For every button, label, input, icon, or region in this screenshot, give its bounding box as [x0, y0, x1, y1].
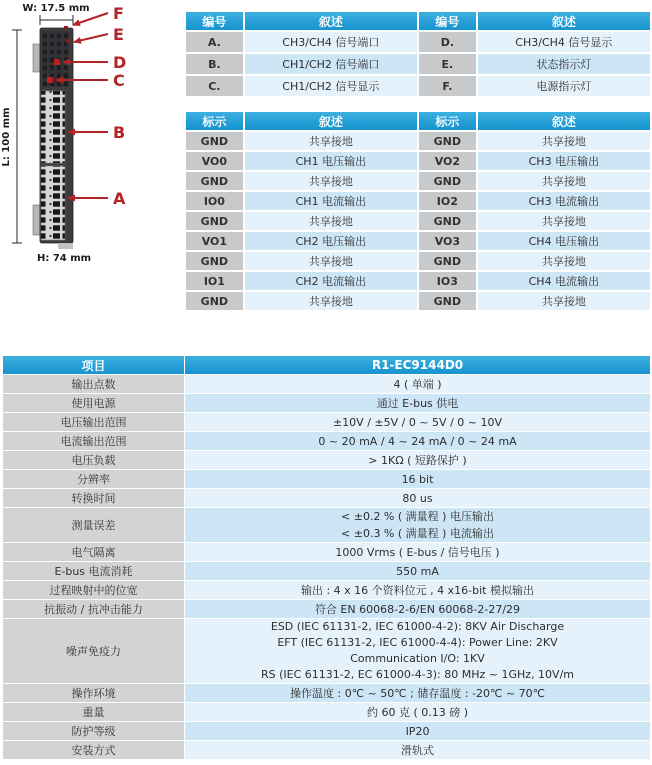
- spec-value: < ±0.2 % ( 满量程 ) 电压输出 < ±0.3 % ( 满量程 ) 电流输出: [185, 508, 650, 542]
- callout-letter-b: B: [113, 123, 126, 142]
- spec-label: 操作环境: [3, 684, 184, 702]
- spec-row: [3, 562, 650, 580]
- table-row: [186, 54, 650, 74]
- height-dimension-label: H: 74 mm: [37, 253, 92, 264]
- terminal-desc-cell: 共享接地: [478, 132, 650, 150]
- spec-row: [3, 413, 650, 431]
- spec-value: 80 us: [185, 489, 650, 507]
- spec-label: 电流输出范围: [3, 432, 184, 450]
- spec-label: 防护等级: [3, 722, 184, 740]
- din-clip-top: [33, 44, 40, 72]
- callout-desc-cell: CH3/CH4 信号显示: [478, 32, 650, 52]
- spec-value: 1000 Vrms ( E-bus / 信号电压 ): [185, 543, 650, 561]
- callout-letter-e: E: [113, 25, 124, 44]
- spec-label: 过程映射中的位宽: [3, 581, 184, 599]
- spec-row: [3, 600, 650, 618]
- column-header: 编号: [419, 12, 476, 30]
- spec-row: [3, 394, 650, 412]
- terminal-desc-cell: 共享接地: [245, 292, 417, 310]
- specification-table: [2, 355, 651, 760]
- terminal-desc-cell: CH3 电压输出: [478, 152, 650, 170]
- spec-row: [3, 543, 650, 561]
- column-header: 叙述: [245, 12, 417, 30]
- spec-value: 通过 E-bus 供电: [185, 394, 650, 412]
- column-header: 叙述: [245, 112, 417, 130]
- terminal-desc-cell: CH1 电压输出: [245, 152, 417, 170]
- spec-value: IP20: [185, 722, 650, 740]
- terminal-map-table: [184, 110, 652, 312]
- callout-letter-f: F: [113, 4, 124, 23]
- spec-label: 转换时间: [3, 489, 184, 507]
- terminal-id-cell: VO3: [419, 232, 476, 250]
- callout-desc-cell: CH1/CH2 信号显示: [245, 76, 417, 96]
- spec-value: ±10V / ±5V / 0 ~ 5V / 0 ~ 10V: [185, 413, 650, 431]
- callout-id-cell: A.: [186, 32, 243, 52]
- width-dimension-label: W: 17.5 mm: [22, 3, 90, 14]
- terminal-id-cell: GND: [186, 172, 243, 190]
- terminal-id-cell: GND: [419, 212, 476, 230]
- terminal-id-cell: GND: [419, 252, 476, 270]
- spec-label: 使用电源: [3, 394, 184, 412]
- terminal-desc-cell: CH3 电流输出: [478, 192, 650, 210]
- spec-label: 安装方式: [3, 741, 184, 759]
- terminal-id-cell: IO1: [186, 272, 243, 290]
- terminal-desc-cell: CH2 电流输出: [245, 272, 417, 290]
- terminal-desc-cell: 共享接地: [245, 212, 417, 230]
- spec-value: > 1KΩ ( 短路保护 ): [185, 451, 650, 469]
- terminal-desc-cell: 共享接地: [478, 252, 650, 270]
- table-row: [186, 232, 650, 250]
- spec-row: [3, 489, 650, 507]
- table-row: [186, 252, 650, 270]
- terminal-desc-cell: 共享接地: [478, 172, 650, 190]
- callout-desc-cell: 电源指示灯: [478, 76, 650, 96]
- spec-value: 4 ( 单端 ): [185, 375, 650, 393]
- power-led: [64, 26, 68, 30]
- spec-value: 操作温度 : 0℃ ~ 50℃ ; 储存温度 : -20℃ ~ 70℃: [185, 684, 650, 702]
- terminal-grid-lower: [41, 166, 65, 240]
- terminal-desc-cell: 共享接地: [245, 132, 417, 150]
- table-row: [186, 32, 650, 52]
- callout-letter-d: D: [113, 53, 127, 72]
- terminal-id-cell: GND: [419, 172, 476, 190]
- spec-value: 符合 EN 60068-2-6/EN 60068-2-27/29: [185, 600, 650, 618]
- spec-row: [3, 470, 650, 488]
- callout-desc-cell: 状态指示灯: [478, 54, 650, 74]
- terminal-desc-cell: 共享接地: [245, 172, 417, 190]
- spec-value: 输出 : 4 x 16 个资料位元 , 4 x16-bit 模拟输出: [185, 581, 650, 599]
- table-row: [186, 132, 650, 150]
- table-row: [186, 272, 650, 290]
- callout-desc-cell: CH3/CH4 信号端口: [245, 32, 417, 52]
- ch12-display-led: [47, 77, 53, 83]
- width-dimension-line: [40, 15, 73, 25]
- spec-label: E-bus 电流消耗: [3, 562, 184, 580]
- spec-label: 分辨率: [3, 470, 184, 488]
- spec-row: [3, 508, 650, 542]
- spec-row: [3, 581, 650, 599]
- table-row: [186, 76, 650, 96]
- table-row: [186, 152, 650, 170]
- spec-row: [3, 684, 650, 702]
- terminal-grid-upper: [41, 91, 65, 163]
- terminal-id-cell: VO0: [186, 152, 243, 170]
- table-row: [186, 292, 650, 310]
- terminal-desc-cell: 共享接地: [478, 292, 650, 310]
- callout-letter-c: C: [113, 71, 125, 90]
- table-row: [186, 192, 650, 210]
- module-foot: [58, 243, 73, 249]
- callout-letter-a: A: [113, 189, 126, 208]
- callout-id-cell: E.: [419, 54, 476, 74]
- terminal-id-cell: GND: [186, 252, 243, 270]
- terminal-id-cell: GND: [419, 292, 476, 310]
- terminal-id-cell: VO2: [419, 152, 476, 170]
- ch34-display-led: [54, 59, 60, 65]
- terminal-id-cell: VO1: [186, 232, 243, 250]
- spec-item-header: 项目: [3, 356, 184, 374]
- column-header: 标示: [419, 112, 476, 130]
- column-header: 标示: [186, 112, 243, 130]
- status-led: [66, 39, 70, 43]
- column-header: 叙述: [478, 12, 650, 30]
- spec-value: 滑轨式: [185, 741, 650, 759]
- table-row: [186, 212, 650, 230]
- callout-legend-table: [184, 10, 652, 98]
- terminal-desc-cell: 共享接地: [478, 212, 650, 230]
- spec-label: 重量: [3, 703, 184, 721]
- spec-value: 550 mA: [185, 562, 650, 580]
- terminal-id-cell: GND: [186, 292, 243, 310]
- spec-label: 抗振动 / 抗冲击能力: [3, 600, 184, 618]
- length-dimension-label: L: 100 mm: [1, 107, 12, 167]
- terminal-id-cell: IO3: [419, 272, 476, 290]
- module-figure: [0, 0, 180, 290]
- callout-id-cell: F.: [419, 76, 476, 96]
- spec-label: 测量误差: [3, 508, 184, 542]
- table-row: [186, 172, 650, 190]
- column-header: 编号: [186, 12, 243, 30]
- module-diagram: [0, 0, 180, 290]
- spec-label: 输出点数: [3, 375, 184, 393]
- spec-row: [3, 619, 650, 683]
- terminal-id-cell: GND: [186, 212, 243, 230]
- spec-row: [3, 375, 650, 393]
- spec-model-header: R1-EC9144D0: [185, 356, 650, 374]
- spec-value: 约 60 克 ( 0.13 磅 ): [185, 703, 650, 721]
- spec-row: [3, 703, 650, 721]
- spec-value: ESD (IEC 61131-2, IEC 61000-4-2): 8KV Air Discharge EFT (IEC 61131-2, IEC 61000-4-4): Power Line: 2KV Communication I/O: 1KV RS (IEC 61131-2, EC 61000-4-3): 80 MHz ~ 1GHz, 10V/m: [185, 619, 650, 683]
- callout-id-cell: B.: [186, 54, 243, 74]
- callout-id-cell: C.: [186, 76, 243, 96]
- terminal-desc-cell: CH2 电压输出: [245, 232, 417, 250]
- din-clip-bottom: [33, 205, 40, 235]
- spec-row: [3, 451, 650, 469]
- terminal-id-cell: GND: [419, 132, 476, 150]
- terminal-desc-cell: CH4 电流输出: [478, 272, 650, 290]
- spec-row: [3, 741, 650, 759]
- terminal-desc-cell: CH1 电流输出: [245, 192, 417, 210]
- spec-row: [3, 432, 650, 450]
- terminal-id-cell: IO2: [419, 192, 476, 210]
- column-header: 叙述: [478, 112, 650, 130]
- spec-label: 电压负载: [3, 451, 184, 469]
- terminal-id-cell: IO0: [186, 192, 243, 210]
- length-dimension-line: [12, 30, 22, 243]
- terminal-id-cell: GND: [186, 132, 243, 150]
- terminal-desc-cell: 共享接地: [245, 252, 417, 270]
- spec-label: 噪声免疫力: [3, 619, 184, 683]
- spec-row: [3, 722, 650, 740]
- spec-label: 电压输出范围: [3, 413, 184, 431]
- terminal-desc-cell: CH4 电压输出: [478, 232, 650, 250]
- spec-label: 电气隔离: [3, 543, 184, 561]
- spec-value: 0 ~ 20 mA / 4 ~ 24 mA / 0 ~ 24 mA: [185, 432, 650, 450]
- spec-value: 16 bit: [185, 470, 650, 488]
- callout-desc-cell: CH1/CH2 信号端口: [245, 54, 417, 74]
- callout-id-cell: D.: [419, 32, 476, 52]
